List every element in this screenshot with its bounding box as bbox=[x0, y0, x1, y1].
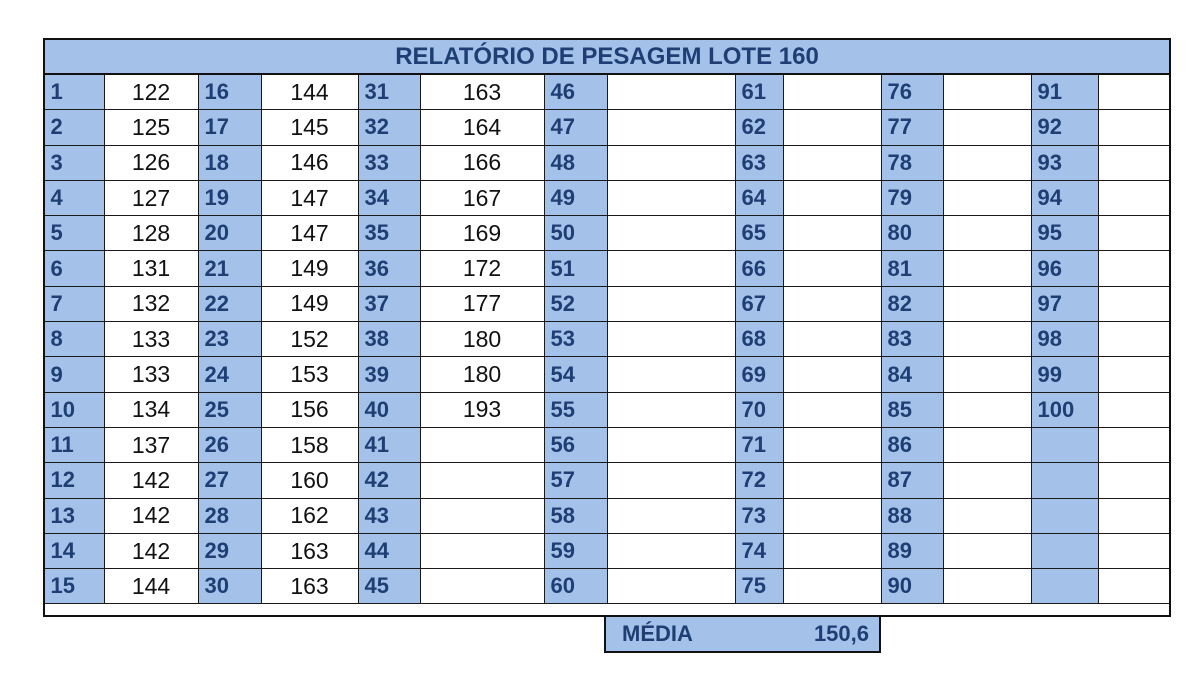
entry-number: 71 bbox=[735, 427, 783, 462]
entry-number: 98 bbox=[1031, 322, 1098, 357]
entry-number: 32 bbox=[358, 110, 420, 145]
entry-weight bbox=[943, 251, 1031, 286]
entry-number: 6 bbox=[44, 251, 104, 286]
entry-weight bbox=[607, 357, 735, 392]
entry-number: 31 bbox=[358, 74, 420, 110]
entry-weight bbox=[783, 74, 881, 110]
entry-number: 86 bbox=[881, 427, 943, 462]
entry-number: 38 bbox=[358, 322, 420, 357]
entry-number: 42 bbox=[358, 463, 420, 498]
entry-number: 64 bbox=[735, 180, 783, 215]
entry-number: 63 bbox=[735, 145, 783, 180]
entry-weight bbox=[607, 286, 735, 321]
entry-weight bbox=[943, 286, 1031, 321]
entry-number: 99 bbox=[1031, 357, 1098, 392]
entry-weight: 142 bbox=[104, 533, 198, 568]
entry-weight: 160 bbox=[261, 463, 358, 498]
entry-weight: 164 bbox=[420, 110, 544, 145]
entry-weight: 180 bbox=[420, 322, 544, 357]
weighing-report-sheet bbox=[43, 38, 1171, 604]
entry-weight: 134 bbox=[104, 392, 198, 427]
entry-weight: 166 bbox=[420, 145, 544, 180]
entry-number: 44 bbox=[358, 533, 420, 568]
table-row bbox=[44, 74, 1170, 110]
table-row bbox=[44, 145, 1170, 180]
entry-number: 96 bbox=[1031, 251, 1098, 286]
entry-number: 48 bbox=[544, 145, 607, 180]
entry-number: 79 bbox=[881, 180, 943, 215]
entry-number: 85 bbox=[881, 392, 943, 427]
entry-weight bbox=[1098, 216, 1170, 251]
table-row bbox=[44, 251, 1170, 286]
entry-weight bbox=[607, 392, 735, 427]
entry-number: 68 bbox=[735, 322, 783, 357]
entry-weight bbox=[943, 74, 1031, 110]
entry-number: 59 bbox=[544, 533, 607, 568]
entry-number: 78 bbox=[881, 145, 943, 180]
entry-number: 50 bbox=[544, 216, 607, 251]
entry-weight bbox=[943, 216, 1031, 251]
report-title: RELATÓRIO DE PESAGEM LOTE 160 bbox=[44, 39, 1170, 74]
entry-weight bbox=[420, 569, 544, 604]
entry-weight: 132 bbox=[104, 286, 198, 321]
entry-number bbox=[1031, 463, 1098, 498]
entry-number: 76 bbox=[881, 74, 943, 110]
entry-weight bbox=[1098, 251, 1170, 286]
entry-number: 19 bbox=[198, 180, 261, 215]
entry-weight bbox=[943, 463, 1031, 498]
entry-number: 35 bbox=[358, 216, 420, 251]
entry-weight: 131 bbox=[104, 251, 198, 286]
entry-number: 81 bbox=[881, 251, 943, 286]
entry-weight bbox=[783, 569, 881, 604]
entry-weight: 128 bbox=[104, 216, 198, 251]
entry-number: 84 bbox=[881, 357, 943, 392]
entry-number: 39 bbox=[358, 357, 420, 392]
table-row bbox=[44, 110, 1170, 145]
entry-number: 12 bbox=[44, 463, 104, 498]
entry-number bbox=[1031, 498, 1098, 533]
entry-weight: 146 bbox=[261, 145, 358, 180]
entry-weight bbox=[1098, 110, 1170, 145]
entry-number bbox=[1031, 427, 1098, 462]
entry-weight bbox=[607, 322, 735, 357]
entry-number: 37 bbox=[358, 286, 420, 321]
entry-number: 10 bbox=[44, 392, 104, 427]
entry-number: 30 bbox=[198, 569, 261, 604]
entry-weight: 153 bbox=[261, 357, 358, 392]
entry-number: 77 bbox=[881, 110, 943, 145]
entry-number: 41 bbox=[358, 427, 420, 462]
entry-number: 92 bbox=[1031, 110, 1098, 145]
entry-weight bbox=[1098, 74, 1170, 110]
table-row bbox=[44, 569, 1170, 604]
entry-number: 61 bbox=[735, 74, 783, 110]
table-row bbox=[44, 357, 1170, 392]
entry-weight bbox=[1098, 145, 1170, 180]
entry-number: 47 bbox=[544, 110, 607, 145]
entry-weight: 125 bbox=[104, 110, 198, 145]
entry-weight bbox=[783, 427, 881, 462]
entry-weight bbox=[783, 180, 881, 215]
entry-weight bbox=[607, 463, 735, 498]
average-value: 150,6 bbox=[813, 621, 869, 646]
entry-weight bbox=[943, 427, 1031, 462]
entry-number: 5 bbox=[44, 216, 104, 251]
entry-number: 3 bbox=[44, 145, 104, 180]
entry-number: 74 bbox=[735, 533, 783, 568]
entry-weight: 149 bbox=[261, 251, 358, 286]
entry-weight bbox=[607, 145, 735, 180]
entry-number: 94 bbox=[1031, 180, 1098, 215]
entry-number: 2 bbox=[44, 110, 104, 145]
entry-number: 80 bbox=[881, 216, 943, 251]
entry-weight bbox=[783, 286, 881, 321]
entry-weight bbox=[420, 463, 544, 498]
entry-weight: 163 bbox=[261, 533, 358, 568]
entry-weight bbox=[1098, 569, 1170, 604]
entry-weight: 152 bbox=[261, 322, 358, 357]
entry-weight bbox=[607, 427, 735, 462]
entry-number: 83 bbox=[881, 322, 943, 357]
entry-number: 58 bbox=[544, 498, 607, 533]
table-row bbox=[44, 498, 1170, 533]
entry-number: 91 bbox=[1031, 74, 1098, 110]
entry-weight bbox=[783, 533, 881, 568]
entry-number: 1 bbox=[44, 74, 104, 110]
entry-weight bbox=[783, 463, 881, 498]
entry-weight bbox=[607, 110, 735, 145]
entry-number: 27 bbox=[198, 463, 261, 498]
entry-weight: 144 bbox=[261, 74, 358, 110]
entry-weight bbox=[943, 180, 1031, 215]
entry-weight: 142 bbox=[104, 463, 198, 498]
entry-weight bbox=[943, 533, 1031, 568]
entry-number: 21 bbox=[198, 251, 261, 286]
table-row bbox=[44, 392, 1170, 427]
entry-number: 29 bbox=[198, 533, 261, 568]
entry-weight bbox=[943, 357, 1031, 392]
entry-number: 34 bbox=[358, 180, 420, 215]
entry-weight: 156 bbox=[261, 392, 358, 427]
entry-weight bbox=[607, 216, 735, 251]
entry-number: 14 bbox=[44, 533, 104, 568]
entry-number: 45 bbox=[358, 569, 420, 604]
entry-number: 25 bbox=[198, 392, 261, 427]
average-box bbox=[604, 617, 881, 653]
entry-number: 13 bbox=[44, 498, 104, 533]
entry-number: 22 bbox=[198, 286, 261, 321]
entry-weight bbox=[783, 357, 881, 392]
entry-weight bbox=[783, 251, 881, 286]
entry-weight: 172 bbox=[420, 251, 544, 286]
entry-weight bbox=[1098, 180, 1170, 215]
entry-weight bbox=[1098, 463, 1170, 498]
table-row bbox=[44, 427, 1170, 462]
table-row bbox=[44, 286, 1170, 321]
entry-number: 70 bbox=[735, 392, 783, 427]
entry-number: 53 bbox=[544, 322, 607, 357]
entry-number: 93 bbox=[1031, 145, 1098, 180]
entry-number: 46 bbox=[544, 74, 607, 110]
entry-weight: 149 bbox=[261, 286, 358, 321]
entry-weight bbox=[607, 569, 735, 604]
entry-number: 20 bbox=[198, 216, 261, 251]
entry-weight bbox=[607, 74, 735, 110]
entry-weight: 162 bbox=[261, 498, 358, 533]
entry-weight bbox=[1098, 322, 1170, 357]
entry-number: 51 bbox=[544, 251, 607, 286]
entry-weight: 137 bbox=[104, 427, 198, 462]
entry-weight bbox=[783, 110, 881, 145]
entry-number: 95 bbox=[1031, 216, 1098, 251]
entry-weight bbox=[783, 322, 881, 357]
entry-number: 7 bbox=[44, 286, 104, 321]
entry-number bbox=[1031, 569, 1098, 604]
entry-number: 89 bbox=[881, 533, 943, 568]
entry-weight: 177 bbox=[420, 286, 544, 321]
entry-weight: 127 bbox=[104, 180, 198, 215]
entry-weight bbox=[943, 322, 1031, 357]
entry-weight: 144 bbox=[104, 569, 198, 604]
entry-number: 72 bbox=[735, 463, 783, 498]
entry-number: 18 bbox=[198, 145, 261, 180]
table-row bbox=[44, 533, 1170, 568]
table-row bbox=[44, 322, 1170, 357]
entry-number: 100 bbox=[1031, 392, 1098, 427]
entry-weight: 163 bbox=[420, 74, 544, 110]
entry-number: 24 bbox=[198, 357, 261, 392]
entry-weight bbox=[1098, 357, 1170, 392]
entry-number: 73 bbox=[735, 498, 783, 533]
entry-weight: 193 bbox=[420, 392, 544, 427]
entry-number: 33 bbox=[358, 145, 420, 180]
table-row bbox=[44, 463, 1170, 498]
entry-weight: 167 bbox=[420, 180, 544, 215]
entry-weight bbox=[1098, 498, 1170, 533]
entry-weight: 142 bbox=[104, 498, 198, 533]
average-label: MÉDIA bbox=[622, 621, 693, 646]
entry-number: 97 bbox=[1031, 286, 1098, 321]
entry-number: 75 bbox=[735, 569, 783, 604]
entry-number: 40 bbox=[358, 392, 420, 427]
entry-number: 65 bbox=[735, 216, 783, 251]
entry-number: 26 bbox=[198, 427, 261, 462]
entry-weight bbox=[783, 392, 881, 427]
entry-number: 43 bbox=[358, 498, 420, 533]
entry-number: 60 bbox=[544, 569, 607, 604]
entry-number: 62 bbox=[735, 110, 783, 145]
entry-number bbox=[1031, 533, 1098, 568]
entry-number: 88 bbox=[881, 498, 943, 533]
entry-weight bbox=[943, 569, 1031, 604]
entry-number: 11 bbox=[44, 427, 104, 462]
entry-number: 49 bbox=[544, 180, 607, 215]
entry-weight bbox=[1098, 427, 1170, 462]
entry-weight bbox=[1098, 286, 1170, 321]
entry-weight bbox=[420, 498, 544, 533]
entry-number: 9 bbox=[44, 357, 104, 392]
entry-number: 82 bbox=[881, 286, 943, 321]
entry-weight: 133 bbox=[104, 322, 198, 357]
entry-number: 69 bbox=[735, 357, 783, 392]
entry-number: 57 bbox=[544, 463, 607, 498]
entry-number: 15 bbox=[44, 569, 104, 604]
entry-weight bbox=[783, 498, 881, 533]
entry-weight bbox=[1098, 533, 1170, 568]
table-row bbox=[44, 216, 1170, 251]
entry-number: 52 bbox=[544, 286, 607, 321]
entry-number: 4 bbox=[44, 180, 104, 215]
entry-number: 36 bbox=[358, 251, 420, 286]
entry-weight bbox=[607, 498, 735, 533]
entry-number: 66 bbox=[735, 251, 783, 286]
entry-weight: 147 bbox=[261, 216, 358, 251]
entry-weight: 147 bbox=[261, 180, 358, 215]
entry-weight bbox=[607, 180, 735, 215]
entry-weight: 145 bbox=[261, 110, 358, 145]
entry-weight bbox=[607, 251, 735, 286]
entry-weight bbox=[943, 145, 1031, 180]
entry-weight bbox=[943, 110, 1031, 145]
entry-number: 8 bbox=[44, 322, 104, 357]
entry-number: 16 bbox=[198, 74, 261, 110]
entry-weight bbox=[943, 498, 1031, 533]
entry-number: 17 bbox=[198, 110, 261, 145]
entry-number: 67 bbox=[735, 286, 783, 321]
entry-weight bbox=[943, 392, 1031, 427]
entry-weight: 169 bbox=[420, 216, 544, 251]
entry-number: 56 bbox=[544, 427, 607, 462]
entry-weight bbox=[783, 145, 881, 180]
table-row bbox=[44, 180, 1170, 215]
entry-number: 87 bbox=[881, 463, 943, 498]
entry-number: 23 bbox=[198, 322, 261, 357]
entry-weight bbox=[420, 427, 544, 462]
entry-weight: 122 bbox=[104, 74, 198, 110]
entry-weight bbox=[1098, 392, 1170, 427]
entry-weight: 133 bbox=[104, 357, 198, 392]
weighing-table bbox=[43, 38, 1171, 604]
entry-weight bbox=[783, 216, 881, 251]
entry-number: 28 bbox=[198, 498, 261, 533]
entry-weight: 126 bbox=[104, 145, 198, 180]
entry-number: 90 bbox=[881, 569, 943, 604]
entry-weight bbox=[420, 533, 544, 568]
entry-number: 55 bbox=[544, 392, 607, 427]
entry-number: 54 bbox=[544, 357, 607, 392]
entry-weight: 180 bbox=[420, 357, 544, 392]
entry-weight bbox=[607, 533, 735, 568]
entry-weight: 163 bbox=[261, 569, 358, 604]
entry-weight: 158 bbox=[261, 427, 358, 462]
